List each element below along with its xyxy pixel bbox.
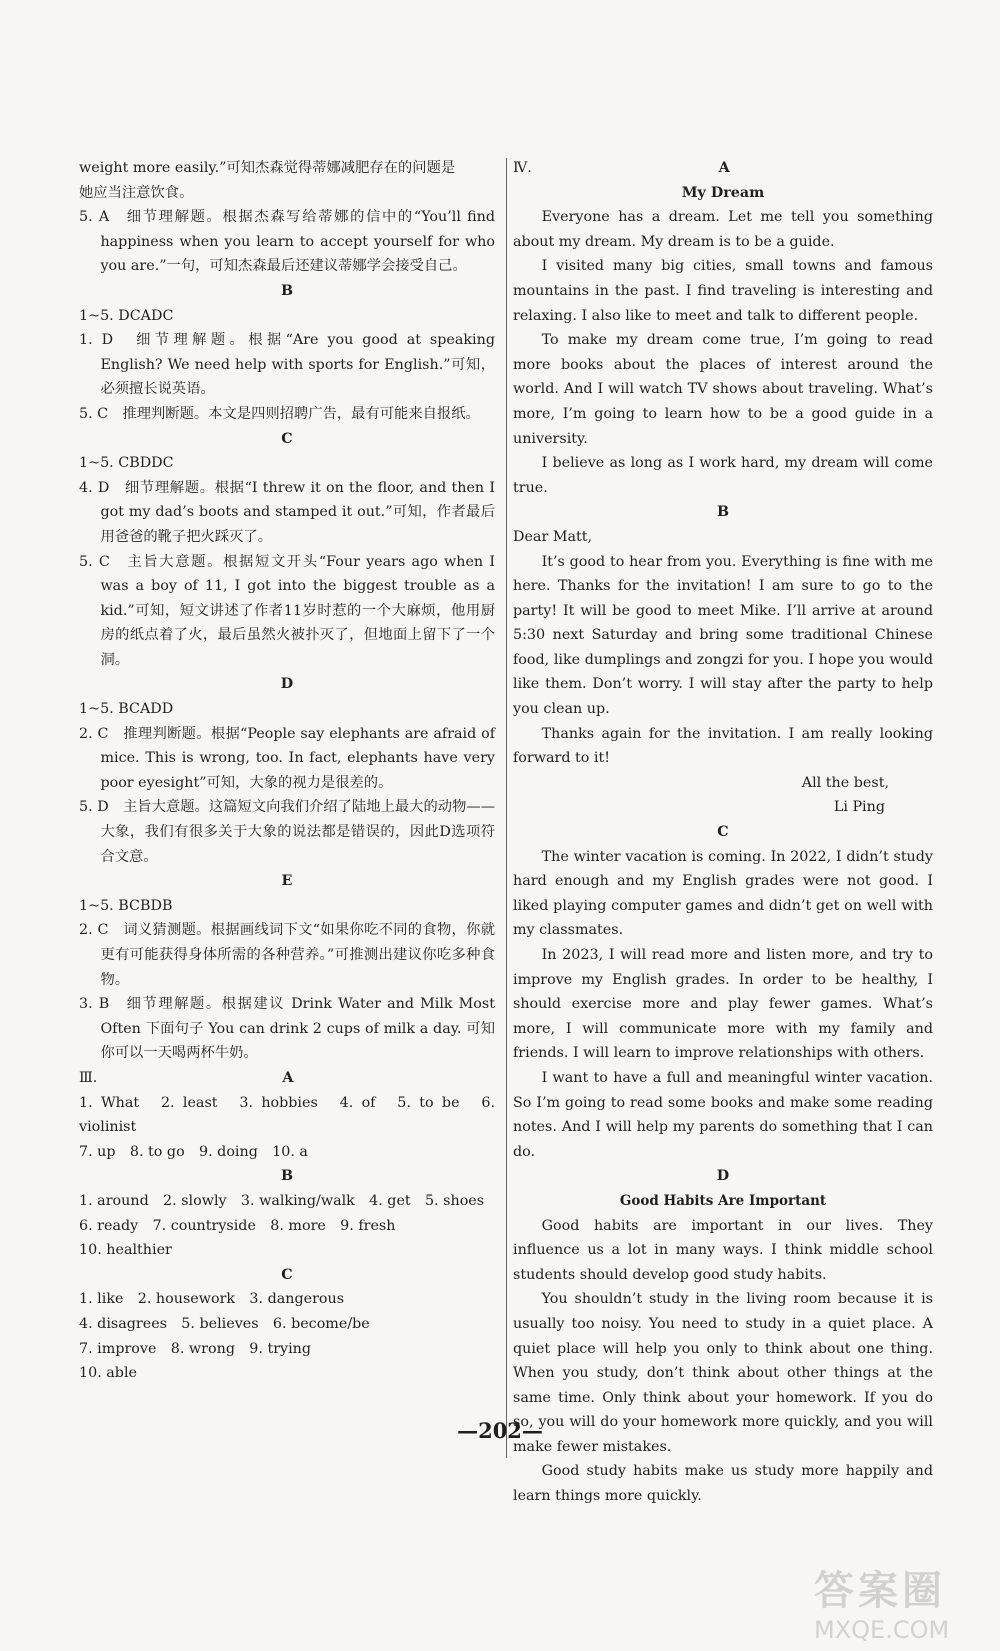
watermark-url: MXQE.COM <box>814 1616 950 1644</box>
left-column <box>79 156 495 1386</box>
essay-c-para-3: I want to have a full and meaningful winter vacation. So I’m going to read some books and make some reading notes. And I will help my parents do something that I can do. <box>513 1069 933 1160</box>
essay-c-para-1: The winter vacation is coming. In 2022, I didn’t study hard enough and my English grades were not good. I liked playing computer games and didn’t get on well with my classmates. <box>513 848 933 939</box>
part-iii-c-heading: C <box>281 1266 293 1283</box>
part-iv-a-heading: A <box>718 160 730 176</box>
part-iii-a-line-1: 1. What 2. least 3. hobbies 4. of 5. to be 6. violinist <box>79 1094 495 1136</box>
section-e-q2: 2. C 词义猜测题。根据画线词下文“如果你吃不同的食物，你就更有可能获得身体所需的各种营养。”可推测出建议你吃多种食物。 <box>79 922 495 988</box>
answer-a5: 5. A 细节理解题。根据杰森写给蒂娜的信中的“You’ll find happiness when you learn to accept yourself for who you are.”一句，可知杰森最后还建议蒂娜学会接受自己。 <box>79 209 495 275</box>
part-iii-c-line-2: 4. disagrees 5. believes 6. become/be <box>79 1315 370 1332</box>
part-iii-b-heading: B <box>280 1168 294 1185</box>
section-c-heading: C <box>281 430 293 447</box>
section-b-q1: 1. D 细节理解题。根据“Are you good at speaking English? We need help with sports for English.”可知，必须擅长说英语。 <box>79 332 495 398</box>
letter-closing: All the best, <box>801 774 889 791</box>
section-c-answers: 1~5. CBDDC <box>79 455 174 472</box>
watermark <box>814 1559 984 1643</box>
letter-salutation: Dear Matt, <box>513 528 593 545</box>
section-e-q3: 3. B 细节理解题。根据建议 Drink Water and Milk Most Often 下面句子 You can drink 2 cups of milk a day. 可知你可以一天喝两杯牛奶。 <box>79 996 495 1062</box>
essay-c-heading: C <box>717 824 729 841</box>
watermark-title: 答案圈 <box>814 1568 946 1614</box>
section-e-answers: 1~5. BCBDB <box>79 897 173 914</box>
essay-a-title: My Dream <box>681 184 765 201</box>
intro-line-1: weight more easily.”可知杰森觉得蒂娜减肥存在的问题是 <box>79 160 456 176</box>
essay-c-para-2: In 2023, I will read more and listen more, and try to improve my English grades. In order to be healthy, I should exercise more and play fewer games. What’s more, I will communicate more with my family and friends. I will learn to improve relationships with others. <box>513 947 933 1062</box>
section-c-q4: 4. D 细节理解题。根据“I threw it on the floor, and then I got my dad’s boots and stamped it out.”可知，作者最后用爸爸的靴子把火踩灭了。 <box>79 479 495 545</box>
section-d-answers: 1~5. BCADD <box>79 701 174 718</box>
essay-a-para-4: I believe as long as I work hard, my dream will come true. <box>513 455 933 496</box>
part-iii-b-line-3: 10. healthier <box>79 1242 172 1259</box>
column-divider <box>506 158 507 1458</box>
essay-a-para-2: I visited many big cities, small towns and famous mountains in the past. I find traveling is interesting and relaxing. I also like to meet and talk to different people. <box>513 258 933 324</box>
part-iv-label: Ⅳ. <box>513 160 532 176</box>
essay-d-para-3: Good study habits make us study more happily and learn things more quickly. <box>513 1463 933 1505</box>
essay-a-para-3: To make my dream come true, I’m going to read more books about the places of interest around the world. And I will watch TV shows about traveling. What’s more, I’m going to learn how to be a good guide in a university. <box>513 332 933 447</box>
part-iii-b-line-1: 1. around 2. slowly 3. walking/walk 4. get 5. shoes <box>79 1192 485 1209</box>
essay-d-para-2: You shouldn’t study in the living room because it is usually too noisy. You need to study in a quiet place. A quiet place will help you only to think about one thing. When you study, don’t think about other things at the same time. Only think about your homework. If you do so, you will do your homework more quickly, and you will make fewer mistakes. <box>513 1291 933 1455</box>
part-iii-header <box>79 1066 495 1091</box>
right-column <box>513 156 933 1509</box>
part-iii-label: Ⅲ. <box>79 1069 98 1086</box>
page-number: —202— <box>457 1418 543 1443</box>
letter-signature: Li Ping <box>833 799 885 816</box>
part-iii-a-line-2: 7. up 8. to go 9. doing 10. a <box>79 1143 308 1160</box>
essay-d-heading: D <box>716 1168 730 1185</box>
section-d-q2: 2. C 推理判断题。根据“People say elephants are afraid of mice. This is wrong, too. In fact, elephants have very poor eyesight”可知，大象的视力是很差的。 <box>79 725 495 791</box>
section-b-q5: 5. C 推理判断题。本文是四则招聘广告，最有可能来自报纸。 <box>79 405 480 422</box>
essay-d-para-1: Good habits are important in our lives. They influence us a lot in many ways. I think middle school students should develop good study habits. <box>513 1217 933 1283</box>
section-d-heading: D <box>280 676 294 693</box>
part-iii-c-line-4: 10. able <box>79 1365 137 1382</box>
intro-line-2: 她应当注意饮食。 <box>79 184 194 201</box>
part-iii-c-line-1: 1. like 2. housework 3. dangerous <box>79 1291 345 1308</box>
part-iii-a-heading: A <box>282 1069 294 1086</box>
letter-para-1: It’s good to hear from you. Everything is fine with me here. Thanks for the invitation! I am sure to go to the party! It will be good to meet Mike. I’ll arrive at around 5:30 next Saturday and bring some traditional Chinese food, like dumplings and zongzi for you. I hope you would like them. Don’t worry. I will stay after the party to help you clean up. <box>513 553 933 718</box>
essay-d-title: Good Habits Are Important <box>619 1192 827 1209</box>
section-c-q5: 5. C 主旨大意题。根据短文开头“Four years ago when I was a boy of 11, I got into the biggest trouble as a kid.”可知，短文讲述了作者11岁时惹的一个大麻烦，他用厨房的纸点着了火，最后虽然火被扑灭了，但地面上留下了一个洞。 <box>79 553 495 668</box>
section-b-answers: 1~5. DCADC <box>79 307 174 324</box>
essay-b-heading: B <box>716 504 730 521</box>
part-iii-b-line-2: 6. ready 7. countryside 8. more 9. fresh <box>79 1217 396 1234</box>
part-iv-header <box>513 156 933 181</box>
part-iii-c-line-3: 7. improve 8. wrong 9. trying <box>79 1340 312 1357</box>
section-e-heading: E <box>281 873 293 890</box>
section-d-q5: 5. D 主旨大意题。这篇短文向我们介绍了陆地上最大的动物——大象，我们有很多关于大象的说法都是错误的，因此D选项符合文意。 <box>79 799 495 865</box>
letter-para-2: Thanks again for the invitation. I am really looking forward to it! <box>513 725 933 767</box>
section-b-heading: B <box>280 282 294 299</box>
essay-a-para-1: Everyone has a dream. Let me tell you something about my dream. My dream is to be a guide. <box>513 209 933 250</box>
